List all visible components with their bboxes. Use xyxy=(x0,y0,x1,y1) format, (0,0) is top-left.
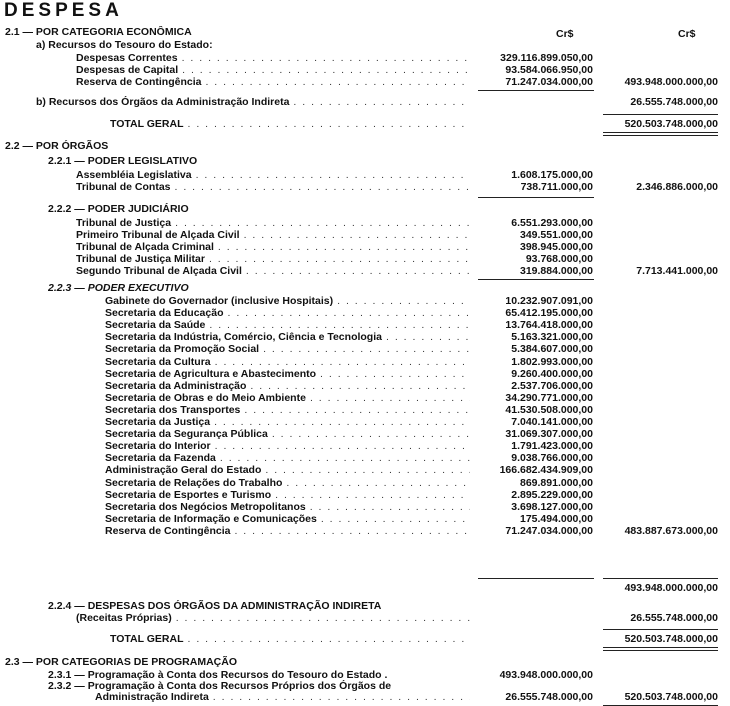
amount-col2: 520.503.748.000,00 xyxy=(624,691,718,703)
dot-leader xyxy=(310,501,470,514)
label-text: Tribunal de Justiça xyxy=(76,217,172,229)
line-item xyxy=(0,452,730,465)
line-item xyxy=(0,331,730,344)
row-label xyxy=(5,656,237,669)
line-item xyxy=(0,343,730,356)
label-text: Secretaria da Administração xyxy=(105,379,247,392)
label-text: 2.2 — POR ÓRGÃOS xyxy=(5,140,109,152)
row-label xyxy=(105,513,470,526)
dot-leader xyxy=(386,331,470,344)
line-item xyxy=(0,380,730,393)
label-text: Secretaria de Obras e do Meio Ambiente xyxy=(105,391,306,404)
label-text: 2.2.1 — PODER LEGISLATIVO xyxy=(48,155,198,167)
row-label xyxy=(105,356,470,369)
label-text: Tribunal de Contas xyxy=(76,181,171,193)
label-text: Reserva de Contingência xyxy=(105,524,231,537)
amount-col2: 2.346.886.000,00 xyxy=(636,181,718,193)
amount-col2: 26.555.748.000,00 xyxy=(630,612,718,624)
label-text: Secretaria de Relações do Trabalho xyxy=(105,476,283,489)
row-label xyxy=(5,26,192,39)
row-label xyxy=(76,76,470,89)
subsection-heading xyxy=(0,203,730,216)
amount-col1: 2.895.229.000,00 xyxy=(511,488,593,501)
dot-leader xyxy=(220,452,470,465)
label-text: Secretaria da Educação xyxy=(105,307,224,320)
page-title: DESPESA xyxy=(4,0,123,21)
line-item xyxy=(0,416,730,429)
amount-col2: 7.713.441.000,00 xyxy=(636,265,718,277)
label-text: Secretaria da Fazenda xyxy=(105,452,216,465)
label-text: Reserva de Contingência xyxy=(76,76,202,88)
line-item xyxy=(0,319,730,332)
total-row xyxy=(0,118,730,131)
label-text: 2.3.1 — Programação à Conta dos Recursos do Tesouro do Estado . xyxy=(48,669,388,681)
total-row xyxy=(0,633,730,646)
row-label xyxy=(105,416,470,429)
dot-leader xyxy=(265,464,470,477)
row-label xyxy=(76,181,470,194)
row-label xyxy=(76,612,470,625)
amount-col1: 398.945.000,00 xyxy=(520,241,593,253)
label-text: Secretaria de Agricultura e Abastecimento xyxy=(105,367,317,380)
line-item xyxy=(0,404,730,417)
line-item xyxy=(0,428,730,441)
amount-col1: 65.412.195.000,00 xyxy=(505,307,593,320)
section-heading xyxy=(0,140,730,153)
label-text: a) Recursos do Tesouro do Estado: xyxy=(36,39,213,51)
label-text: b) Recursos dos Órgãos da Administração Indireta xyxy=(36,96,290,108)
label-text: Secretaria da Justiça xyxy=(105,416,211,428)
row-label xyxy=(105,368,470,381)
line-item xyxy=(0,464,730,477)
label-text: Segundo Tribunal de Alçada Civil xyxy=(76,265,242,277)
line-item xyxy=(0,181,730,194)
amount-col1: 7.040.141.000,00 xyxy=(511,416,593,428)
line-item xyxy=(0,392,730,405)
currency-label-col1: Cr$ xyxy=(556,28,574,40)
row-label xyxy=(105,477,470,490)
dot-leader xyxy=(234,525,470,538)
section-heading xyxy=(0,656,730,669)
amount-col1: 319.884.000,00 xyxy=(520,265,593,277)
amount-col1: 5.384.607.000,00 xyxy=(511,343,593,356)
line-item xyxy=(0,265,730,278)
label-text: Despesas de Capital xyxy=(76,64,179,76)
amount-col1: 2.537.706.000,00 xyxy=(511,379,593,392)
label-text: Administração Geral do Estado xyxy=(105,464,262,477)
amount-col1: 71.247.034.000,00 xyxy=(505,524,593,537)
dot-leader xyxy=(244,404,470,417)
row-label xyxy=(76,265,470,278)
label-text: Despesas Correntes xyxy=(76,52,178,64)
line-item xyxy=(0,440,730,453)
line-item xyxy=(0,76,730,89)
row-label xyxy=(105,380,470,393)
line-item xyxy=(0,96,730,109)
amount-col1: 493.948.000.000,00 xyxy=(499,669,593,681)
amount-col1: 93.584.066.950,00 xyxy=(505,64,593,76)
dot-leader xyxy=(246,265,470,278)
label-text: 2.1 — POR CATEGORIA ECONÔMICA xyxy=(5,26,192,38)
line-item xyxy=(0,489,730,502)
dot-leader xyxy=(272,428,470,441)
label-text: Administração Indireta xyxy=(95,691,209,703)
row-label xyxy=(105,295,470,308)
label-text: Secretaria da Saúde xyxy=(105,319,206,332)
row-label xyxy=(105,464,470,477)
label-text: Secretaria dos Transportes xyxy=(105,403,241,416)
row-label xyxy=(36,39,213,52)
total-rule xyxy=(478,197,594,198)
amount-col1: 9.260.400.000,00 xyxy=(511,367,593,380)
amount-col1: 166.682.434.909,00 xyxy=(499,464,593,477)
amount-col1: 349.551.000,00 xyxy=(520,229,593,241)
row-label xyxy=(105,525,470,538)
amount-col1: 31.069.307.000,00 xyxy=(505,428,593,441)
label-text: Secretaria de Esportes e Turismo xyxy=(105,488,272,501)
label-text: Gabinete do Governador (inclusive Hospitais) xyxy=(105,295,334,307)
row-label xyxy=(105,307,470,320)
label-text: Secretaria da Segurança Pública xyxy=(105,428,268,441)
dot-leader xyxy=(250,380,470,393)
total-rule xyxy=(603,114,718,115)
dot-leader xyxy=(215,356,470,369)
amount-col1: 93.768.000,00 xyxy=(525,253,593,265)
line-item xyxy=(0,356,730,369)
amount-col1: 738.711.000,00 xyxy=(520,181,593,193)
subsection-heading xyxy=(0,155,730,168)
amount-col1: 6.551.293.000,00 xyxy=(511,217,593,229)
dot-leader xyxy=(176,612,470,625)
line-item xyxy=(0,691,730,704)
amount-col1: 175.494.000,00 xyxy=(520,512,593,525)
total-rule xyxy=(603,135,718,136)
row-label xyxy=(105,404,470,417)
label-text: Tribunal de Justiça Militar xyxy=(76,253,205,265)
total-rule xyxy=(478,279,594,280)
amount-col1: 34.290.771.000,00 xyxy=(505,391,593,404)
label-text: 2.2.2 — PODER JUDICIÁRIO xyxy=(48,203,189,215)
label-text: TOTAL GERAL xyxy=(110,118,184,130)
line-item xyxy=(0,477,730,490)
row-label xyxy=(48,203,189,216)
line-item xyxy=(0,368,730,381)
amount-col1: 26.555.748.000,00 xyxy=(505,691,593,703)
dot-leader xyxy=(286,477,470,490)
row-label xyxy=(48,155,197,168)
row-label xyxy=(105,452,470,465)
subtotal-row xyxy=(0,582,730,595)
amount-col1: 3.698.127.000,00 xyxy=(511,500,593,513)
dot-leader xyxy=(175,181,470,194)
amount-col1: 1.791.423.000,00 xyxy=(511,440,593,453)
dot-leader xyxy=(310,392,470,405)
label-text: Secretaria de Informação e Comunicações xyxy=(105,512,317,525)
dot-leader xyxy=(188,633,471,646)
amount-col1: 329.116.899.050,00 xyxy=(500,52,593,64)
dot-leader xyxy=(188,118,471,131)
row-label xyxy=(105,343,470,356)
label-text: Assembléia Legislativa xyxy=(76,169,192,181)
amount-col2: 26.555.748.000,00 xyxy=(630,96,718,108)
label-text: Secretaria dos Negócios Metropolitanos xyxy=(105,500,306,513)
amount-col2: 520.503.748.000,00 xyxy=(624,633,718,645)
amount-col1: 869.891.000,00 xyxy=(520,476,593,489)
line-item xyxy=(0,513,730,526)
amount-col2: 483.887.673.000,00 xyxy=(624,524,718,537)
total-rule xyxy=(603,578,718,579)
total-rule xyxy=(478,578,594,579)
dot-leader xyxy=(321,513,470,526)
dot-leader xyxy=(337,295,470,308)
dot-leader xyxy=(275,489,470,502)
line-item xyxy=(0,525,730,538)
label-text: 2.2.3 — PODER EXECUTIVO xyxy=(48,282,189,294)
dot-leader xyxy=(320,368,470,381)
label-text: Secretaria da Promoção Social xyxy=(105,343,260,356)
amount-col1: 9.038.766.000,00 xyxy=(511,452,593,465)
amount-col1: 13.764.418.000,00 xyxy=(505,319,593,332)
label-text: Secretaria da Cultura xyxy=(105,355,211,368)
amount-col1: 71.247.034.000,00 xyxy=(505,76,593,88)
row-label xyxy=(5,140,108,153)
row-label xyxy=(110,633,470,646)
amount-col1: 41.530.508.000,00 xyxy=(505,403,593,416)
subsection-heading xyxy=(0,282,730,295)
label-text: Primeiro Tribunal de Alçada Civil xyxy=(76,229,240,241)
line-item xyxy=(0,295,730,308)
total-rule xyxy=(603,629,718,630)
amount-col1: 1.608.175.000,00 xyxy=(511,169,593,181)
amount-col2: 493.948.000.000,00 xyxy=(624,582,718,594)
dot-leader xyxy=(227,307,470,320)
amount-col1: 5.163.321.000,00 xyxy=(511,331,593,344)
dot-leader xyxy=(263,343,470,356)
dot-leader xyxy=(213,691,470,704)
label-text: Secretaria da Indústria, Comércio, Ciência e Tecnologia xyxy=(105,331,382,344)
label-text: 2.3 — POR CATEGORIAS DE PROGRAMAÇÃO xyxy=(5,656,237,668)
amount-col2: 520.503.748.000,00 xyxy=(624,118,718,130)
row-label xyxy=(105,331,470,344)
total-rule xyxy=(603,647,718,648)
label-text: Tribunal de Alçada Criminal xyxy=(76,241,214,253)
label-text: (Receitas Próprias) xyxy=(76,612,172,624)
row-label xyxy=(105,392,470,405)
row-label xyxy=(105,319,470,332)
amount-col1: 10.232.907.091,00 xyxy=(505,295,593,307)
dot-leader xyxy=(205,76,470,89)
section-heading xyxy=(0,26,730,39)
subsection-heading xyxy=(0,39,730,52)
dot-leader xyxy=(209,319,470,332)
row-label xyxy=(48,282,189,295)
line-item xyxy=(0,307,730,320)
amount-col1: 1.802.993.000,00 xyxy=(511,355,593,368)
line-item xyxy=(0,501,730,514)
row-label xyxy=(105,489,470,502)
row-label xyxy=(105,428,470,441)
amount-col2: 493.948.000.000,00 xyxy=(624,76,718,88)
row-label xyxy=(110,118,470,131)
dot-leader xyxy=(214,416,470,429)
total-rule xyxy=(478,90,594,91)
dot-leader xyxy=(215,440,470,453)
total-rule xyxy=(603,132,718,133)
currency-label-col2: Cr$ xyxy=(678,28,696,40)
row-label xyxy=(105,501,470,514)
label-text: 2.3.2 — Programação à Conta dos Recursos Próprios dos Órgãos de xyxy=(48,680,392,692)
label-text: Secretaria do Interior xyxy=(105,440,211,453)
total-rule xyxy=(603,650,718,651)
row-label xyxy=(95,691,470,704)
row-label xyxy=(36,96,470,109)
dot-leader xyxy=(293,96,470,109)
row-label xyxy=(105,440,470,453)
label-text: 2.2.4 — DESPESAS DOS ÓRGÃOS DA ADMINISTRAÇÃO INDIRETA xyxy=(48,600,382,612)
label-text: TOTAL GERAL xyxy=(110,633,184,645)
line-item xyxy=(0,612,730,625)
